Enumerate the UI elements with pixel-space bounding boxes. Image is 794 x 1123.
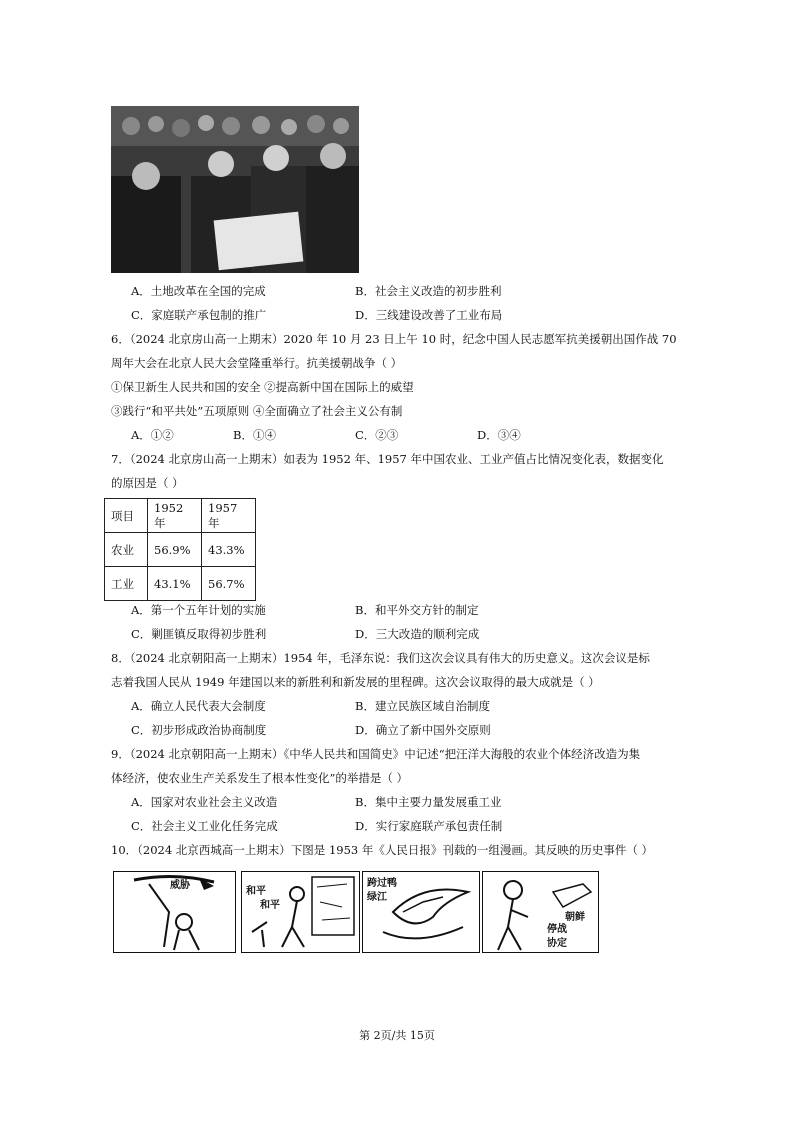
q6-statement-line1: ①保卫新生人民共和国的安全 ②提高新中国在国际上的威望 (111, 380, 414, 394)
production-ratio-table (104, 498, 256, 601)
table-row (105, 567, 256, 601)
q8-stem-line2: 志着我国人民从 1949 年建国以来的新胜利和新发展的里程碑。这次会议取得的最大成就是（ ） (111, 675, 600, 689)
q9-option-d: D．实行家庭联产承包责任制 (355, 819, 503, 833)
q9-option-b: B．集中主要力量发展重工业 (355, 795, 502, 809)
q7-option-d: D．三大改造的顺利完成 (355, 627, 480, 641)
q9-option-c: C．社会主义工业化任务完成 (131, 819, 278, 833)
historical-photo (111, 106, 359, 273)
q7-option-c: C．剿匪镇反取得初步胜利 (131, 627, 267, 641)
cartoon-label: 协定 (547, 938, 567, 949)
cartoon-panel-3 (362, 871, 480, 953)
cartoon-panel-4 (482, 871, 599, 953)
q6-option-a: A．①② (131, 428, 174, 442)
q7-stem-line2: 的原因是（ ） (111, 476, 184, 490)
table-row (105, 533, 256, 567)
cartoon-label: 跨过鸭 (367, 878, 397, 889)
q10-stem: 10．（2024 北京西城高一上期末）下图是 1953 年《人民日报》刊载的一组漫画。其反映的历史事件（ ） (111, 843, 654, 857)
cartoon-label: 朝鲜 (565, 912, 585, 923)
page-footer: 第 2页/共 15页 (359, 1029, 435, 1042)
q6-option-b: B．①④ (233, 428, 276, 442)
table-header-cell: 项目 (105, 499, 148, 533)
cartoon-label: 威胁 (170, 880, 190, 891)
table-header-cell: 1957 年 (202, 499, 256, 533)
cartoon-label: 停战 (547, 924, 567, 935)
q9-stem-line1: 9．（2024 北京朝阳高一上期末）《中华人民共和国简史》中记述“把汪洋大海般的农业个体经济改造为集 (111, 747, 641, 761)
q6-option-c: C．②③ (355, 428, 399, 442)
table-cell: 56.7% (202, 567, 256, 601)
table-cell: 43.1% (148, 567, 202, 601)
q6-stem-line2: 周年大会在北京人民大会堂隆重举行。抗美援朝战争（ ） (111, 356, 403, 370)
cartoon-label: 和平 (246, 886, 266, 897)
table-header-row (105, 499, 256, 533)
cartoon-panel-2 (241, 871, 360, 953)
q7-option-b: B．和平外交方针的制定 (355, 603, 479, 617)
table-header-cell: 1952 年 (148, 499, 202, 533)
q6-statement-line2: ③践行“和平共处”五项原则 ④全面确立了社会主义公有制 (111, 404, 403, 418)
table-cell: 43.3% (202, 533, 256, 567)
cartoon-panel-1 (113, 871, 236, 953)
table-cell: 56.9% (148, 533, 202, 567)
q5-option-d: D．三线建设改善了工业布局 (355, 308, 503, 322)
q9-option-a: A．国家对农业社会主义改造 (131, 795, 278, 809)
table-cell: 工业 (105, 567, 148, 601)
q8-option-b: B．建立民族区域自治制度 (355, 699, 490, 713)
q5-option-c: C．家庭联产承包制的推广 (131, 308, 267, 322)
q8-option-c: C．初步形成政治协商制度 (131, 723, 267, 737)
q6-stem-line1: 6．（2024 北京房山高一上期末）2020 年 10 月 23 日上午 10 时，纪念中国人民志愿军抗美援朝出国作战 70 (111, 332, 677, 346)
q6-option-d: D．③④ (477, 428, 521, 442)
q7-option-a: A．第一个五年计划的实施 (131, 603, 266, 617)
cartoon-label: 绿江 (367, 892, 387, 903)
q8-option-d: D．确立了新中国外交原则 (355, 723, 491, 737)
q5-option-b: B．社会主义改造的初步胜利 (355, 284, 502, 298)
cartoon-label: 和平 (260, 900, 280, 911)
table-cell: 农业 (105, 533, 148, 567)
q8-option-a: A．确立人民代表大会制度 (131, 699, 266, 713)
q5-option-a: A．土地改革在全国的完成 (131, 284, 266, 298)
q9-stem-line2: 体经济，使农业生产关系发生了根本性变化”的举措是（ ） (111, 771, 409, 785)
q8-stem-line1: 8．（2024 北京朝阳高一上期末）1954 年，毛泽东说：我们这次会议具有伟大的历史意义。这次会议是标 (111, 651, 650, 665)
q7-stem-line1: 7．（2024 北京房山高一上期末）如表为 1952 年、1957 年中国农业、工业产值占比情况变化表，数据变化 (111, 452, 664, 466)
